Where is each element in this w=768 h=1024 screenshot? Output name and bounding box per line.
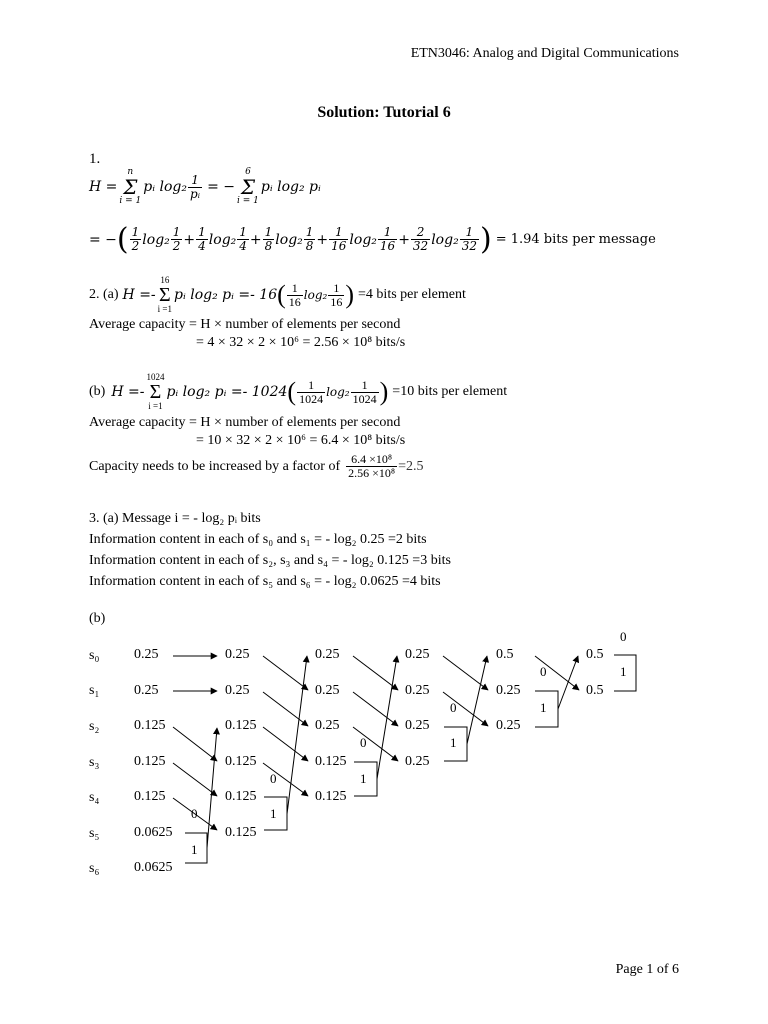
bit-label: 0 [270,771,277,786]
q3b-label: (b) [89,611,106,626]
log-label: log₂ [431,231,459,248]
bit-label: 1 [620,664,627,679]
eq-lhs: H = [89,179,118,195]
term-4-coef: $\frac{1}{16}$ [331,225,347,253]
q1-equation-2: = − ( $\frac{1}{2}$ log₂ $\frac{1}{2}$ + $\frac{1}{4}$ log₂ $\frac{1}{4}$ + $\frac{1}{8}$ log₂ $\frac{1}{8}$ + $\frac{1}{16}$ log₂ $\frac{1}{16}$ + $\frac{2}{32}$ log₂ $\frac{1}{32}$ ) = 1.94 bits per message [89,222,656,257]
prob-value: 0.25 [405,683,430,698]
prob-value: 0.25 [405,647,430,662]
term-2-arg: $\frac{1}{4}$ [239,225,247,253]
prob-value: 0.125 [134,789,166,804]
sum-symbol: 1024 Σ i =1 [146,372,165,411]
bit-label: 1 [360,771,367,786]
merge-bracket [354,762,377,796]
q1-number: 1. [89,151,101,167]
document-header: ETN3046: Analog and Digital Communications [410,46,679,61]
avg-capacity-line-a: Average capacity = H × number of elements per second [89,317,401,332]
prob-value: 0.25 [405,718,430,733]
arrow-line [263,692,308,726]
prob-value: 0.25 [496,718,521,733]
merge-bracket [264,797,287,830]
q1-result: = 1.94 bits per message [495,232,656,247]
eq-term: pᵢ log₂ [143,179,187,195]
prob-value: 0.5 [586,647,604,662]
prob-value: 0.5 [586,683,604,698]
prob-value: 0.125 [134,718,166,733]
bit-label: 0 [620,629,627,644]
term-3-coef: $\frac{1}{8}$ [264,225,273,253]
prob-value: 0.0625 [134,825,173,840]
q2b-equation: (b) H =- 1024 Σ i =1 pᵢ log₂ pᵢ =- 1024 ( $\frac{1}{1024}$ log₂ $\frac{1}{1024}$ ) =10 bits per element [89,372,508,411]
prob-value: 0.125 [134,754,166,769]
arrow-line [263,763,308,796]
bit-label: 1 [270,806,277,821]
q3-info-line-3: Information content in each of s₅ and s₆ = - log₂ 0.0625 =4 bits [89,574,441,589]
q2a-label: 2. (a) [89,287,119,302]
bit-label: 0 [450,700,457,715]
arrow-line [535,656,579,690]
symbol-label: s₅ [89,826,100,841]
q2b-result: =10 bits per element [392,384,508,399]
eq2-prefix: = − [89,231,117,248]
eq-fraction: $\frac{1}{\text{pᵢ}}$ [189,172,201,201]
prob-value: 0.125 [225,825,257,840]
prob-value: 0.0625 [134,860,173,875]
merge-bracket [614,655,636,691]
merge-bracket [535,691,558,727]
bit-label: 1 [450,735,457,750]
term-5-arg: $\frac{1}{32}$ [461,225,477,253]
log-label: log₂ [275,231,303,248]
arrow-line [173,727,217,761]
term-5-coef: $\frac{2}{32}$ [412,225,429,253]
sum-symbol-2: 6 Σ i = 1 [237,167,259,206]
bit-label: 0 [540,664,547,679]
q3a-line: 3. (a) Message i = - log₂ pᵢ bits [89,511,261,526]
prob-value: 0.25 [315,647,340,662]
bit-label: 1 [191,842,198,857]
merge-bracket [185,833,207,863]
arrow-line [558,656,578,709]
bit-label: 0 [191,806,198,821]
symbol-label: s₆ [89,861,100,876]
prob-value: 0.125 [225,789,257,804]
merge-bracket [444,727,467,761]
term-1-arg: $\frac{1}{2}$ [172,225,181,253]
term-2-coef: $\frac{1}{4}$ [198,225,206,253]
prob-value: 0.125 [315,789,347,804]
arrow-line [377,656,397,779]
sum-symbol: 16 Σ i =1 [157,275,172,314]
q2b-label: (b) [89,384,106,399]
sum-symbol: n Σ i = 1 [119,167,142,206]
prob-value: 0.25 [225,683,250,698]
q2a-result: =4 bits per element [358,287,466,302]
prob-value: 0.125 [225,718,257,733]
symbol-label: s₄ [89,790,100,805]
symbol-label: s₂ [89,719,100,734]
arrow-line [353,727,398,761]
symbol-label: s₃ [89,755,100,770]
arrow-line [443,656,488,690]
arrow-line [263,727,308,761]
arrow-line [467,656,487,744]
prob-value: 0.125 [315,754,347,769]
prob-value: 0.25 [225,647,250,662]
q2a-calc: = 4 × 32 × 2 × 10⁶ = 2.56 × 10⁸ bits/s [196,335,406,350]
factor-fraction: $\frac{\text{6.4 ×10⁸}}{\text{2.56 ×10⁸}}$ [348,452,396,480]
page-title: Solution: Tutorial 6 [317,104,451,121]
factor-line: Capacity needs to be increased by a factor of $\frac{\text{6.4 ×10⁸}}{\text{2.56 ×10⁸}}$ =2.5 [89,452,424,480]
prob-value: 0.25 [134,683,159,698]
arrow-line [263,656,308,690]
symbol-label: s₁ [89,683,100,698]
prob-value: 0.5 [496,647,514,662]
eq-term-2: pᵢ log₂ pᵢ [260,179,321,195]
q2a-equation: 2. (a) H =- 16 Σ i =1 pᵢ log₂ pᵢ =- 16 ( $\frac{1}{16}$ log₂ $\frac{1}{16}$ ) =4 bits per element [89,275,466,314]
symbol-label: s₀ [89,648,100,663]
arrow-line [443,692,488,726]
q3-info-line-2: Information content in each of s₂, s₃ and s₄ = - log₂ 0.125 =3 bits [89,553,451,568]
term-4-arg: $\frac{1}{16}$ [379,225,396,253]
q2b-calc: = 10 × 32 × 2 × 10⁶ = 6.4 × 10⁸ bits/s [196,433,406,448]
arrow-line [207,728,217,848]
arrow-line [353,692,398,726]
prob-value: 0.25 [134,647,159,662]
prob-value: 0.25 [315,718,340,733]
q3-info-line-1: Information content in each of s₀ and s₁ = - log₂ 0.25 =2 bits [89,532,427,547]
bit-label: 0 [360,735,367,750]
avg-capacity-line-b: Average capacity = H × number of elements per second [89,415,401,430]
log-label: log₂ [142,231,170,248]
prob-value: 0.25 [405,754,430,769]
arrow-line [353,656,398,690]
term-1-coef: $\frac{1}{2}$ [131,225,140,253]
bit-label: 1 [540,700,547,715]
eq-mid: = − [207,179,236,195]
page-number: Page 1 of 6 [615,962,679,977]
prob-value: 0.125 [225,754,257,769]
log-label: log₂ [349,231,377,248]
arrow-line [173,763,217,796]
arrow-line [287,656,307,814]
prob-value: 0.25 [315,683,340,698]
log-label: log₂ [208,231,237,248]
term-3-arg: $\frac{1}{8}$ [305,225,314,253]
prob-value: 0.25 [496,683,521,698]
